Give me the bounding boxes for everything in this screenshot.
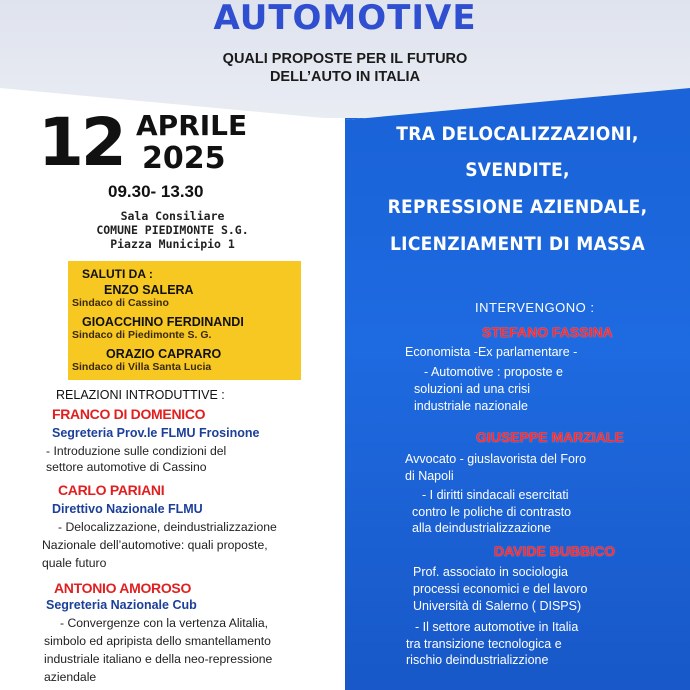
speaker-role: di Napoli — [405, 469, 454, 483]
speaker-role: Economista -Ex parlamentare - — [405, 345, 578, 359]
venue-line1: Sala Consiliare — [120, 209, 225, 223]
speaker-desc: - Automotive : proposte e — [424, 365, 563, 379]
intro-speaker-name: CARLO PARIANI — [58, 482, 165, 498]
greeter-role: Sindaco di Villa Santa Lucia — [72, 361, 212, 373]
speaker-desc: - Il settore automotive in Italia — [415, 620, 579, 634]
greeter-name: ORAZIO CAPRARO — [106, 347, 222, 361]
theme-line: REPRESSIONE AZIENDALE, — [387, 196, 648, 218]
intro-heading: RELAZIONI INTRODUTTIVE : — [56, 388, 225, 402]
greeter-name: GIOACCHINO FERDINANDI — [82, 315, 244, 329]
greeter-role: Sindaco di Piedimonte S. G. — [72, 329, 212, 341]
speaker-name: DAVIDE BUBBICO — [494, 543, 616, 559]
speaker-desc: alla deindustrializzazione — [412, 521, 551, 535]
intro-speaker-name: FRANCO DI DOMENICO — [52, 406, 206, 422]
event-year: 2025 — [142, 141, 226, 176]
intro-speaker-desc: settore automotive di Cassino — [46, 460, 207, 474]
speaker-desc: tra transizione tecnologica e — [406, 637, 562, 651]
event-title: AUTOMOTIVE — [213, 0, 477, 38]
event-subtitle-line2: DELL’AUTO IN ITALIA — [269, 69, 421, 85]
intro-speaker-desc: - Introduzione sulle condizioni del — [46, 444, 227, 458]
speaker-desc: soluzioni ad una crisi — [414, 382, 531, 396]
greetings-heading: SALUTI DA : — [82, 267, 153, 281]
theme-line: TRA DELOCALIZZAZIONI, — [396, 123, 639, 145]
theme-line: LICENZIAMENTI DI MASSA — [389, 233, 646, 255]
intro-speaker-role: Segreteria Nazionale Cub — [46, 598, 197, 612]
speaker-desc: rischio deindustrializzione — [406, 653, 549, 667]
event-month: APRILE — [136, 109, 248, 142]
intro-speaker-name: ANTONIO AMOROSO — [54, 580, 192, 596]
speaker-role: Avvocato - giuslavorista del Foro — [405, 452, 587, 466]
speaker-desc: industriale nazionale — [414, 399, 528, 413]
greeter-name: ENZO SALERA — [104, 283, 194, 297]
intro-speaker-role: Direttivo Nazionale FLMU — [52, 502, 203, 516]
speaker-role: processi economici e del lavoro — [413, 582, 588, 596]
speaker-name: GIUSEPPE MARZIALE — [476, 429, 624, 445]
speaker-name: STEFANO FASSINA — [482, 324, 613, 340]
speakers-heading: INTERVENGONO : — [475, 300, 595, 315]
theme-line: SVENDITE, — [465, 159, 570, 181]
speaker-role: Università di Salerno ( DISPS) — [413, 599, 582, 613]
speaker-desc: contro le poliche di contrasto — [412, 505, 572, 519]
intro-speaker-role: Segreteria Prov.le FLMU Frosinone — [52, 426, 260, 440]
speaker-desc: - I diritti sindacali esercitati — [422, 488, 569, 502]
intro-speaker-desc: - Convergenze con la vertenza Alitalia, — [60, 616, 268, 630]
intro-speaker-desc: simbolo ed apripista dello smantellamento — [44, 634, 271, 648]
event-subtitle-line1: QUALI PROPOSTE PER IL FUTURO — [222, 51, 468, 67]
venue-line2: COMUNE PIEDIMONTE S.G. — [96, 223, 249, 237]
intro-speaker-desc: industriale italiano e della neo-repressione — [44, 652, 273, 666]
intro-speaker-desc: Nazionale dell’automotive: quali proposte, — [42, 538, 268, 552]
intro-speaker-desc: quale futuro — [42, 556, 107, 570]
speaker-role: Prof. associato in sociologia — [413, 565, 568, 579]
venue-line3: Piazza Municipio 1 — [110, 237, 235, 251]
event-time: 09.30- 13.30 — [108, 182, 204, 201]
greetings-box — [68, 261, 301, 380]
greeter-role: Sindaco di Cassino — [72, 297, 169, 309]
intro-speaker-desc: - Delocalizzazione, deindustrializzazione — [58, 520, 277, 534]
event-day: 12 — [38, 104, 124, 181]
intro-speaker-desc: aziendale — [44, 670, 97, 684]
